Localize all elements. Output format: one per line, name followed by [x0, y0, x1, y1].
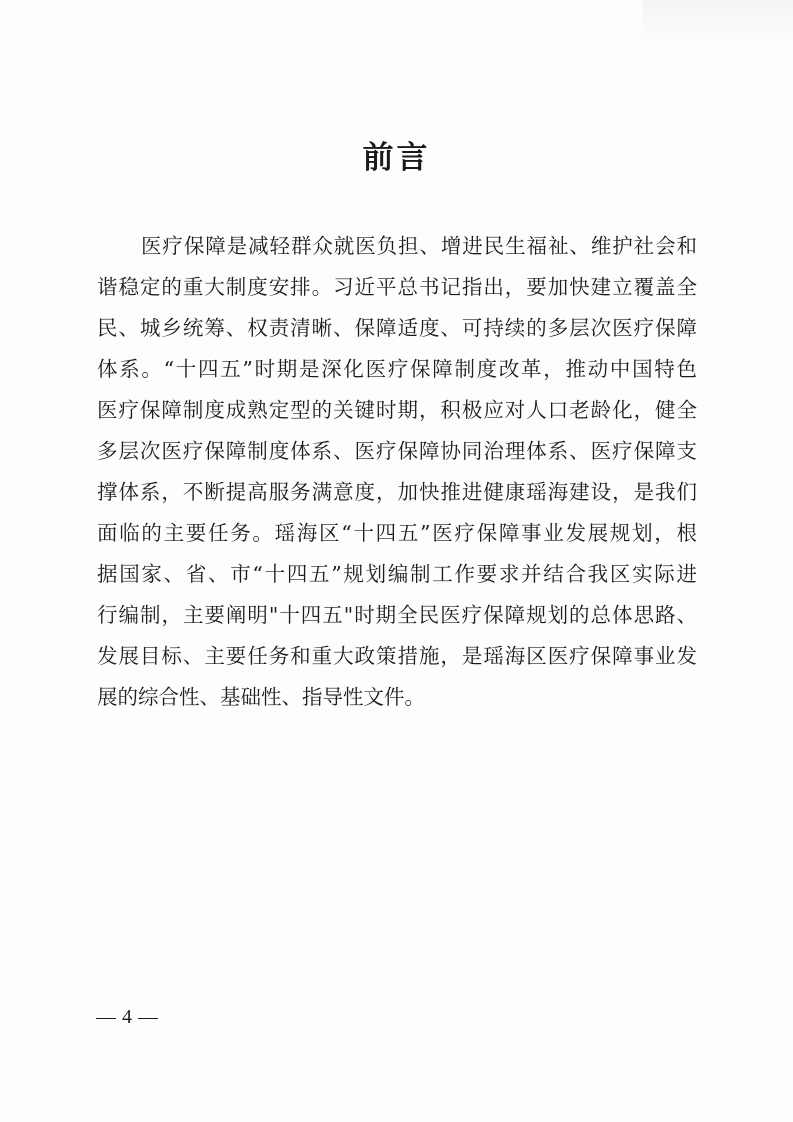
- paragraph-line: 撑体系，不断提高服务满意度，加快推进健康瑶海建设，是我们: [97, 480, 697, 504]
- right-dash: [138, 1018, 158, 1020]
- paragraph-line: 谐稳定的重大制度安排。习近平总书记指出，要加快建立覆盖全: [97, 275, 697, 299]
- paragraph-line: 发展目标、主要任务和重大政策措施，是瑶海区医疗保障事业发: [97, 644, 697, 668]
- paragraph-line: 面临的主要任务。瑶海区“十四五”医疗保障事业发展规划，根: [97, 521, 697, 545]
- paragraph-line: 医疗保障是减轻群众就医负担、增进民生福祉、维护社会和: [141, 234, 697, 258]
- page-title: 前言: [362, 140, 431, 176]
- page-footer: [96, 1003, 158, 1031]
- paragraph-line: 行编制，主要阐明"十四五"时期全民医疗保障规划的总体思路、: [97, 603, 697, 627]
- paragraph-line: 展的综合性、基础性、指导性文件。: [97, 685, 425, 709]
- scan-shading: [643, 0, 793, 48]
- paragraph-line: 民、城乡统筹、权责清晰、保障适度、可持续的多层次医疗保障: [97, 316, 697, 340]
- paragraph-line: 体系。“十四五”时期是深化医疗保障制度改革，推动中国特色: [97, 357, 697, 381]
- paragraph-line: 医疗保障制度成熟定型的关键时期，积极应对人口老龄化，健全: [97, 398, 697, 422]
- paragraph-line: 据国家、省、市“十四五”规划编制工作要求并结合我区实际进: [97, 562, 697, 586]
- page-number: 4: [122, 1006, 132, 1028]
- paragraph-line: 多层次医疗保障制度体系、医疗保障协同治理体系、医疗保障支: [97, 439, 697, 463]
- preface-paragraph: [97, 226, 697, 718]
- left-dash: [96, 1018, 116, 1020]
